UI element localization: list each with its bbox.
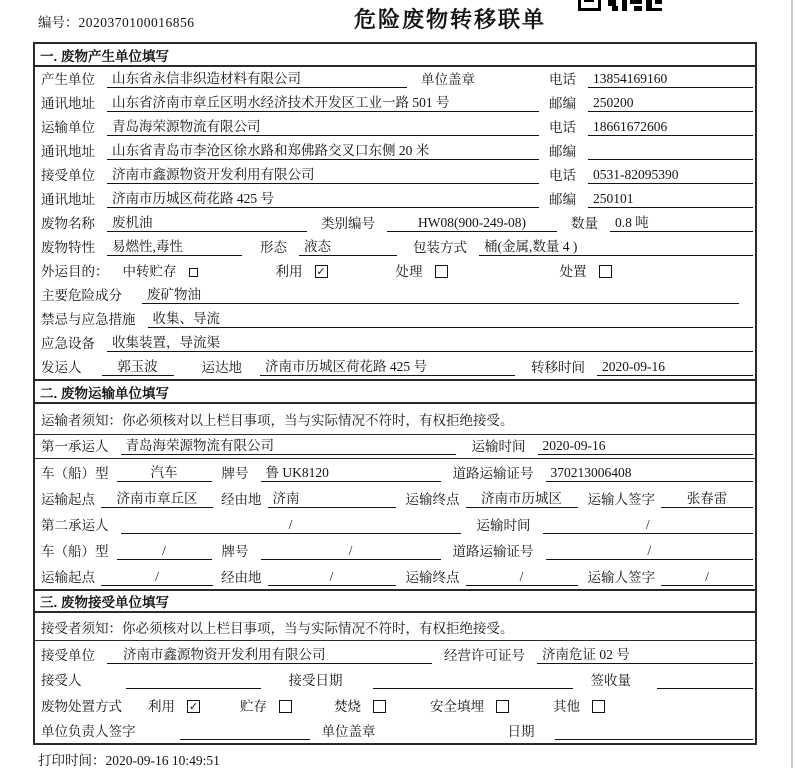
serial-label: 编号： xyxy=(38,15,79,30)
road-license-label: 道路运输证号 xyxy=(452,544,534,559)
quantity-value: 0.8 吨 xyxy=(610,215,753,232)
transfer-date-label: 转移时间 xyxy=(531,360,585,375)
vehicle-type-label: 车（船）型 xyxy=(41,544,109,559)
zip-value: 250200 xyxy=(588,95,753,112)
phone-label: 电话 xyxy=(549,120,576,135)
first-carrier-label: 第一承运人 xyxy=(41,439,109,454)
consignor-value: 郭玉波 xyxy=(102,359,174,376)
address-value: 山东省青岛市李沧区徐水路和郑佛路交叉口东侧 20 米 xyxy=(107,143,539,160)
checkbox-disposal-use: ✓ xyxy=(188,699,199,713)
carrier-sign-label: 运输人签字 xyxy=(587,570,655,585)
row-hazard-component xyxy=(35,283,755,307)
row-vehicle-1 xyxy=(35,459,755,485)
address-value: 济南市历城区荷花路 425 号 xyxy=(107,191,539,208)
signed-amount-value xyxy=(657,672,753,689)
option-use-label: 利用 xyxy=(148,698,175,714)
option-treat-label: 处理 xyxy=(395,264,423,279)
form-value: 液态 xyxy=(299,239,397,256)
print-time-value: 2020-09-16 10:49:51 xyxy=(105,753,220,768)
row-accept-unit xyxy=(35,641,755,667)
quantity-label: 数量 xyxy=(571,216,598,231)
row-transporter-address xyxy=(35,139,755,163)
row-waste-character xyxy=(35,235,755,259)
print-time xyxy=(38,749,220,768)
checkbox-dispose xyxy=(599,265,612,278)
receiver-notice: 接受者须知：你必须核对以上栏目事项，当与实际情况不符时，有权拒绝接受。 xyxy=(35,613,755,641)
origin-label: 运输起点 xyxy=(41,570,95,585)
destination-label: 运达地 xyxy=(201,360,242,375)
receiver-value: 济南市鑫源物资开发利用有限公司 xyxy=(107,167,539,184)
end-label: 运输终点 xyxy=(405,570,460,585)
accept-date-label: 接受日期 xyxy=(288,673,343,688)
character-label: 废物特性 xyxy=(41,240,95,255)
vehicle-type-label: 车（船）型 xyxy=(41,466,109,481)
checkbox-disposal-burn xyxy=(373,700,386,713)
checkbox-transfer-storage xyxy=(189,268,198,277)
zip-label: 邮编 xyxy=(549,144,576,159)
row-producer xyxy=(35,67,755,91)
plate-label: 牌号 xyxy=(221,466,249,481)
row-vehicle-2 xyxy=(35,537,755,563)
permit-label: 经营许可证号 xyxy=(444,647,525,663)
disposal-method-label: 废物处置方式 xyxy=(41,698,122,714)
option-dispose-label: 处置 xyxy=(559,264,587,279)
carrier-sign-label: 运输人签字 xyxy=(587,492,655,507)
via-label: 经由地 xyxy=(221,492,262,507)
via-value: / xyxy=(268,569,396,586)
row-responsible-sign xyxy=(35,718,755,744)
zip-label: 邮编 xyxy=(549,96,576,111)
transport-time-value: 2020-09-16 xyxy=(538,438,754,455)
phone-label: 电话 xyxy=(549,72,576,87)
transporter-notice: 运输者须知：你必须核对以上栏目事项，当与实际情况不符时，有权拒绝接受。 xyxy=(35,404,755,435)
date-value xyxy=(555,723,754,740)
signed-amount-label: 签收量 xyxy=(590,673,631,688)
option-burn-label: 焚烧 xyxy=(334,698,361,714)
row-consignor xyxy=(35,355,755,379)
transfer-date-value: 2020-09-16 xyxy=(597,359,753,376)
road-license-value: 370213006408 xyxy=(546,465,754,482)
vehicle-type-value: / xyxy=(117,543,212,560)
waste-name-label: 废物名称 xyxy=(41,216,95,231)
origin-label: 运输起点 xyxy=(41,492,95,507)
via-label: 经由地 xyxy=(221,570,262,585)
row-route-2 xyxy=(35,563,755,589)
print-time-label: 打印时间： xyxy=(38,753,106,768)
responsible-sign-value xyxy=(180,723,310,740)
vehicle-type-value: 汽车 xyxy=(117,465,212,482)
row-waste-name xyxy=(35,211,755,235)
consignor-label: 发运人 xyxy=(41,360,82,375)
purpose-label: 外运目的： xyxy=(41,264,109,279)
receiver-label: 接受单位 xyxy=(41,168,95,183)
hazard-label: 主要危险成分 xyxy=(41,288,122,303)
phone-value: 18661672606 xyxy=(588,119,753,136)
checkbox-disposal-landfill xyxy=(496,700,509,713)
zip-label: 邮编 xyxy=(549,192,576,207)
plate-label: 牌号 xyxy=(221,544,249,559)
taboo-value: 收集、导流 xyxy=(148,311,754,328)
checkbox-treat xyxy=(435,265,448,278)
responsible-sign-label: 单位负责人签字 xyxy=(41,724,136,739)
recipient-value xyxy=(126,672,261,689)
section3-header: 三. 废物接受单位填写 xyxy=(35,589,755,613)
carrier-sign-value: 张春雷 xyxy=(661,491,753,508)
carrier-sign-value: / xyxy=(661,569,753,586)
row-second-carrier xyxy=(35,511,755,537)
transport-time-label: 运输时间 xyxy=(476,518,531,533)
checkbox-disposal-other xyxy=(592,700,605,713)
origin-value: 济南市章丘区 xyxy=(101,491,213,508)
address-label: 通讯地址 xyxy=(41,96,95,111)
checkbox-use: ✓ xyxy=(316,265,326,278)
row-emergency-equipment xyxy=(35,331,755,355)
row-disposal-method xyxy=(35,692,755,718)
section2-header: 二. 废物运输单位填写 xyxy=(35,379,755,404)
section1-header: 一. 废物产生单位填写 xyxy=(35,44,755,67)
packing-label: 包装方式 xyxy=(413,240,467,255)
first-carrier-value: 青岛海荣源物流有限公司 xyxy=(121,438,456,455)
row-transporter xyxy=(35,115,755,139)
zip-value xyxy=(588,143,753,160)
via-value: 济南 xyxy=(268,491,396,508)
date-label: 日期 xyxy=(507,724,535,739)
recipient-label: 接受人 xyxy=(41,673,82,688)
plate-value: 鲁 UK8120 xyxy=(261,465,441,482)
transport-time-label: 运输时间 xyxy=(471,439,526,454)
row-receiver-address xyxy=(35,187,755,211)
serial-value: 2020370100016856 xyxy=(78,15,195,30)
second-carrier-value: / xyxy=(121,517,461,534)
character-value: 易燃性,毒性 xyxy=(107,239,242,256)
row-route-1 xyxy=(35,485,755,511)
row-transport-purpose xyxy=(35,259,755,283)
plate-value: / xyxy=(261,543,441,560)
option-use-label: 利用 xyxy=(275,264,303,279)
phone-value: 13854169160 xyxy=(588,71,753,88)
option-other-label: 其他 xyxy=(553,698,580,714)
unit-seal-label: 单位盖章 xyxy=(321,724,376,739)
road-license-label: 道路运输证号 xyxy=(452,466,534,481)
option-landfill-label: 安全填埋 xyxy=(430,698,484,714)
transport-time-value: / xyxy=(543,517,754,534)
waste-name-value: 废机油 xyxy=(107,215,307,232)
transporter-label: 运输单位 xyxy=(41,120,95,135)
page-right-edge xyxy=(791,0,793,768)
address-label: 通讯地址 xyxy=(41,192,95,207)
producer-value: 山东省永信非织造材料有限公司 xyxy=(107,71,407,88)
end-label: 运输终点 xyxy=(405,492,460,507)
road-license-value: / xyxy=(546,543,754,560)
equipment-label: 应急设备 xyxy=(41,336,95,351)
document-title: 危险废物转移联单 xyxy=(353,7,546,32)
option-store-label: 贮存 xyxy=(240,698,267,714)
transporter-value: 青岛海荣源物流有限公司 xyxy=(107,119,539,136)
form-label: 形态 xyxy=(260,240,287,255)
phone-label: 电话 xyxy=(549,168,576,183)
unit-seal-label: 单位盖章 xyxy=(421,72,475,87)
hazard-value: 废矿物油 xyxy=(142,287,739,304)
row-taboo-measures xyxy=(35,307,755,331)
category-value: HW08(900-249-08) xyxy=(387,215,557,232)
checkbox-disposal-store xyxy=(279,700,292,713)
end-value: 济南市历城区 xyxy=(466,491,578,508)
row-receiver xyxy=(35,163,755,187)
permit-value: 济南危证 02 号 xyxy=(537,647,753,664)
accept-date-value xyxy=(373,672,573,689)
phone-value: 0531-82095390 xyxy=(588,167,753,184)
address-value: 山东省济南市章丘区明水经济技术开发区工业一路 501 号 xyxy=(107,95,539,112)
taboo-label: 禁忌与应急措施 xyxy=(41,312,136,327)
address-label: 通讯地址 xyxy=(41,144,95,159)
zip-value: 250101 xyxy=(588,191,753,208)
origin-value: / xyxy=(101,569,213,586)
row-recipient xyxy=(35,667,755,693)
row-first-carrier xyxy=(35,435,755,459)
accept-unit-value: 济南市鑫源物资开发利用有限公司 xyxy=(107,647,432,664)
end-value: / xyxy=(466,569,578,586)
option-transfer-storage-label: 中转贮存 xyxy=(122,264,177,279)
producer-label: 产生单位 xyxy=(41,72,95,87)
second-carrier-label: 第二承运人 xyxy=(41,518,109,533)
manifest-form xyxy=(33,42,757,745)
row-producer-address xyxy=(35,91,755,115)
destination-value: 济南市历城区荷花路 425 号 xyxy=(260,359,515,376)
category-label: 类别编号 xyxy=(321,216,375,231)
accept-unit-label: 接受单位 xyxy=(41,647,95,663)
equipment-value: 收集装置，导流渠 xyxy=(107,335,753,352)
packing-value: 桶(金属,数量 4 ) xyxy=(479,239,753,256)
